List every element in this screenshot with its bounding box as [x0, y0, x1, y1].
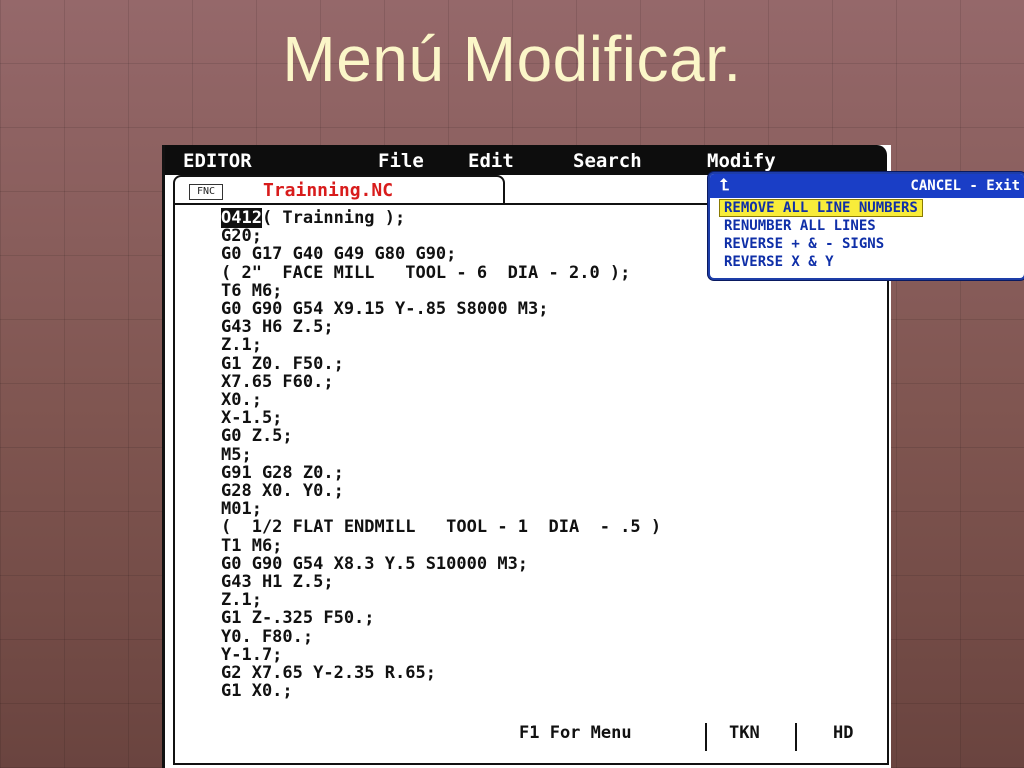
- back-arrow-icon[interactable]: ⮤: [720, 175, 730, 194]
- dropdown-header: [710, 174, 1024, 198]
- menu-search[interactable]: Search: [573, 150, 642, 172]
- code-line: ( Trainning );: [261, 208, 406, 228]
- status-divider: [705, 723, 707, 751]
- menu-bar: [165, 145, 887, 175]
- file-tab[interactable]: [173, 175, 505, 205]
- fnc-icon: FNC: [189, 184, 223, 200]
- program-number: O412: [221, 208, 262, 228]
- code-listing: [221, 209, 661, 700]
- menu-hint: F1 For Menu: [519, 723, 632, 743]
- status-bar: [173, 723, 889, 765]
- modify-menu-item[interactable]: RENUMBER ALL LINES: [724, 218, 876, 234]
- menu-modify[interactable]: Modify: [707, 150, 776, 172]
- tab-filename: Trainning.NC: [263, 180, 394, 201]
- code-lines: G20; G0 G17 G40 G49 G80 G90; ( 2" FACE MILL TOOL - 6 DIA - 2.0 ); T6 M6; G0 G90 G54 X9.15 Y-.85 S8000 M3; G43 H6 Z.5; Z.1; G1 Z0. F50.; X7.65 F60.; X0.; X-1.5; G0 Z.5; M5; G91 G28 Z0.; G28 X0. Y0.; M01; ( 1/2 FLAT ENDMILL TOOL - 1 DIA - .5 ) T1 M6; G0 G90 G54 X8.3 Y.5 S10000 M3; G43 H1 Z.5; Z.1; G1 Z-.325 F50.; Y0. F80.; Y-1.7; G2 X7.65 Y-2.35 R.65; G1 X0.;: [221, 226, 662, 702]
- hd-indicator: HD: [833, 723, 854, 743]
- menu-file[interactable]: File: [378, 150, 424, 172]
- modify-menu-item[interactable]: REMOVE ALL LINE NUMBERS: [720, 200, 922, 216]
- modify-dropdown: [708, 172, 1024, 280]
- menu-edit[interactable]: Edit: [468, 150, 514, 172]
- cancel-exit-button[interactable]: CANCEL - Exit: [910, 178, 1020, 194]
- modify-menu-item[interactable]: REVERSE + & - SIGNS: [724, 236, 885, 252]
- modify-menu-item[interactable]: REVERSE X & Y: [724, 254, 834, 270]
- app-label: EDITOR: [183, 150, 252, 172]
- tkn-indicator: TKN: [729, 723, 760, 743]
- slide-title: Menú Modificar.: [282, 23, 742, 95]
- status-divider: [795, 723, 797, 751]
- code-editor[interactable]: [173, 203, 889, 727]
